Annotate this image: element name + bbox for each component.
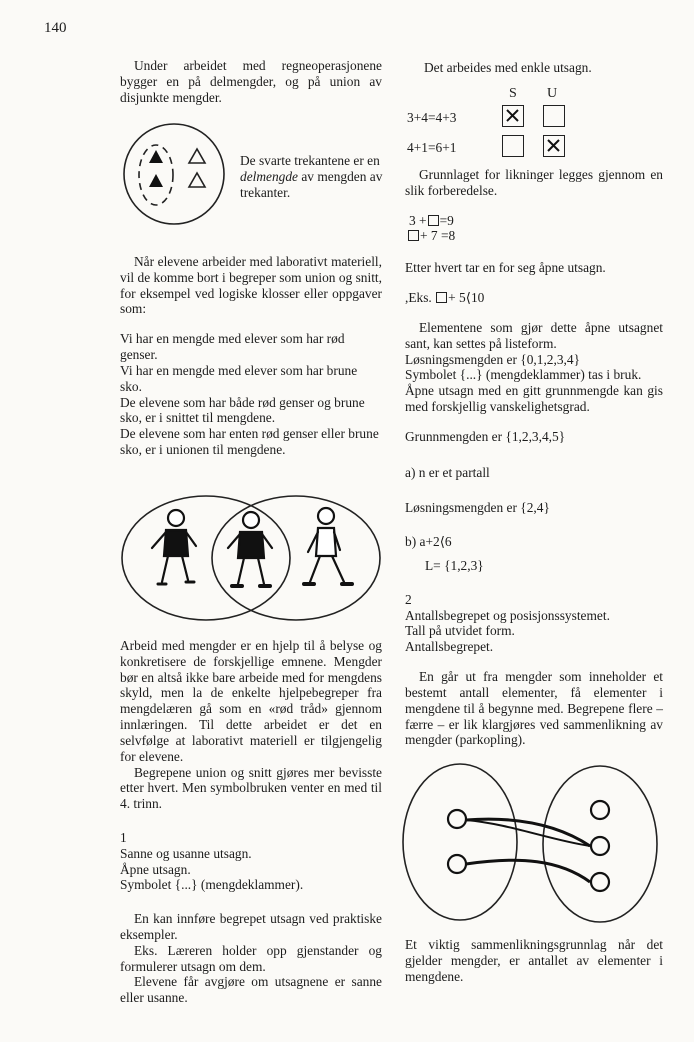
paragraph: En går ut fra mengder som inneholder et bestemt antall elementer, få elementer i mengdene til å begynne med. Begrepene flere – færre – er lik klargjøres ved sammenlikning av mengder (parkopling). xyxy=(405,669,663,748)
white-triangle-icon xyxy=(189,149,205,163)
child-dark-sweater-brown-shoes-icon xyxy=(228,512,272,586)
paragraph: Under arbeidet med regneoperasjonene bygger en på delmengder, og på union av disjunkte mengder. xyxy=(120,58,382,105)
paragraph: Løsningsmengden er {0,1,2,3,4} xyxy=(405,351,581,367)
equation-2: + 7 =8 xyxy=(405,228,663,244)
column-header-u: U xyxy=(547,86,558,101)
task-b: b) a+2⟨6 xyxy=(405,534,452,550)
paragraph: Elementene som gjør dette åpne utsagnet sant, kan settes på listeform. xyxy=(405,319,663,351)
section-line: Antallsbegrepet. xyxy=(405,639,494,655)
base-set: Grunnmengden er {1,2,3,4,5} xyxy=(405,428,566,444)
checked-box-icon xyxy=(502,105,524,127)
solution-L: L= {1,2,3} xyxy=(425,558,484,573)
section-line: Sanne og usanne utsagn. xyxy=(120,845,252,861)
pairing-line xyxy=(466,860,590,882)
page-number: 140 xyxy=(44,20,67,36)
right-column xyxy=(405,167,663,748)
paragraph: Vi har en mengde med elever som har brune sko. xyxy=(120,362,358,394)
statement-1: 3+4=4+3 xyxy=(407,110,457,125)
false-checkbox xyxy=(543,105,565,127)
paragraph: Elevene får avgjøre om utsagnene er sanne eller usanne. xyxy=(120,974,382,1006)
solution-set: Løsningsmengden er {2,4} xyxy=(405,500,550,516)
example-line: ,Eks. + 5⟨10 xyxy=(405,290,485,306)
section-line: Åpne utsagn. xyxy=(120,861,191,877)
triangle-subset-figure xyxy=(120,120,230,230)
paragraph: Vi har en mengde med elever som har rød genser. xyxy=(120,331,345,363)
true-checkbox xyxy=(502,105,524,127)
blank-box-icon xyxy=(428,215,439,226)
paragraph: Arbeid med mengder er en hjelp til å belyse og konkretisere de forskjellige emnene. Mengder bør en altså ikke bare arbeide med for mengdens skyld, men la de enkelte hjelpebegreper fra mengdelæren gå som en «rød tråd» gjennom innlæringen. Til dette arbeidet er det en selvfølge at laborativt materiell er tilgjengelig for elevene. xyxy=(120,638,382,764)
equation-1: 3 + =9 xyxy=(409,212,454,228)
set-left xyxy=(403,764,517,920)
black-triangle-icon xyxy=(149,150,163,163)
paragraph: Når elevene arbeider med laborativt materiell, vil de komme bort i begreper som union og snitt, for eksempel ved logiske klosser eller oppgaver som: xyxy=(120,254,382,317)
element-circle-icon xyxy=(591,873,609,891)
empty-box-icon xyxy=(502,135,524,157)
paragraph: Åpne utsagn med en gitt grunnmengde kan gis med forskjellig vanskelighetsgrad. xyxy=(405,383,663,414)
paragraph: Eks. Læreren holder opp gjenstander og formulerer utsagn om dem. xyxy=(120,942,382,974)
section-line: Symbolet {...} (mengdeklammer). xyxy=(120,877,304,893)
child-walking-brown-shoes-icon xyxy=(304,508,352,584)
child-dark-sweater-icon xyxy=(152,510,196,584)
section-line: Tall på utvidet form. xyxy=(405,623,515,639)
column-header-s: S xyxy=(509,86,517,101)
paragraph: De elevene som har enten rød genser eller brune sko, er i unionen til mengdene. xyxy=(120,426,379,457)
paragraph: Begrepene union og snitt gjøres mer bevisste etter hvert. Men symbolbruken venter en med til 4. trinn. xyxy=(120,764,382,812)
section-number: 1 xyxy=(120,829,127,845)
pairing-diagram xyxy=(400,760,665,930)
figure-caption: De svarte trekantene er en delmengde av mengden av trekanter. xyxy=(240,153,383,200)
pairing-line xyxy=(466,820,590,846)
intro-text: Det arbeides med enkle utsagn. xyxy=(424,60,592,75)
paragraph: Symbolet {...} (mengdeklammer) tas i bruk. xyxy=(405,367,642,383)
true-checkbox xyxy=(502,135,524,157)
element-circle-icon xyxy=(591,837,609,855)
false-checkbox xyxy=(543,135,565,157)
white-triangle-icon xyxy=(189,173,205,187)
element-circle-icon xyxy=(591,801,609,819)
left-column-2 xyxy=(120,254,382,458)
element-circle-icon xyxy=(448,810,466,828)
section-line: Antallsbegrepet og posisjonssystemet. xyxy=(405,607,610,623)
statement-2: 4+1=6+1 xyxy=(407,140,457,155)
blank-box-icon xyxy=(408,230,419,241)
paragraph: En kan innføre begrepet utsagn ved praktiske eksempler. xyxy=(120,911,382,942)
section-number: 2 xyxy=(405,591,412,607)
empty-box-icon xyxy=(543,105,565,127)
right-column-end xyxy=(405,937,663,984)
left-column-3 xyxy=(120,638,382,1006)
black-triangle-icon xyxy=(149,174,163,187)
paragraph: Et viktig sammenlikningsgrunnlag når det gjelder mengder, er antallet av elementer i mengdene. xyxy=(405,937,663,984)
paragraph: Etter hvert tar en for seg åpne utsagn. xyxy=(405,260,606,276)
element-circle-icon xyxy=(448,855,466,873)
checked-box-icon xyxy=(543,135,565,157)
blank-box-icon xyxy=(436,292,447,303)
venn-people-figure xyxy=(118,490,383,625)
paragraph: De elevene som har både rød genser og brune sko, er i snittet til mengdene. xyxy=(120,394,365,426)
task-a: a) n er et partall xyxy=(405,464,490,480)
paragraph: Grunnlaget for likninger legges gjennom en slik forberedelse. xyxy=(405,167,663,198)
left-column xyxy=(120,58,382,105)
